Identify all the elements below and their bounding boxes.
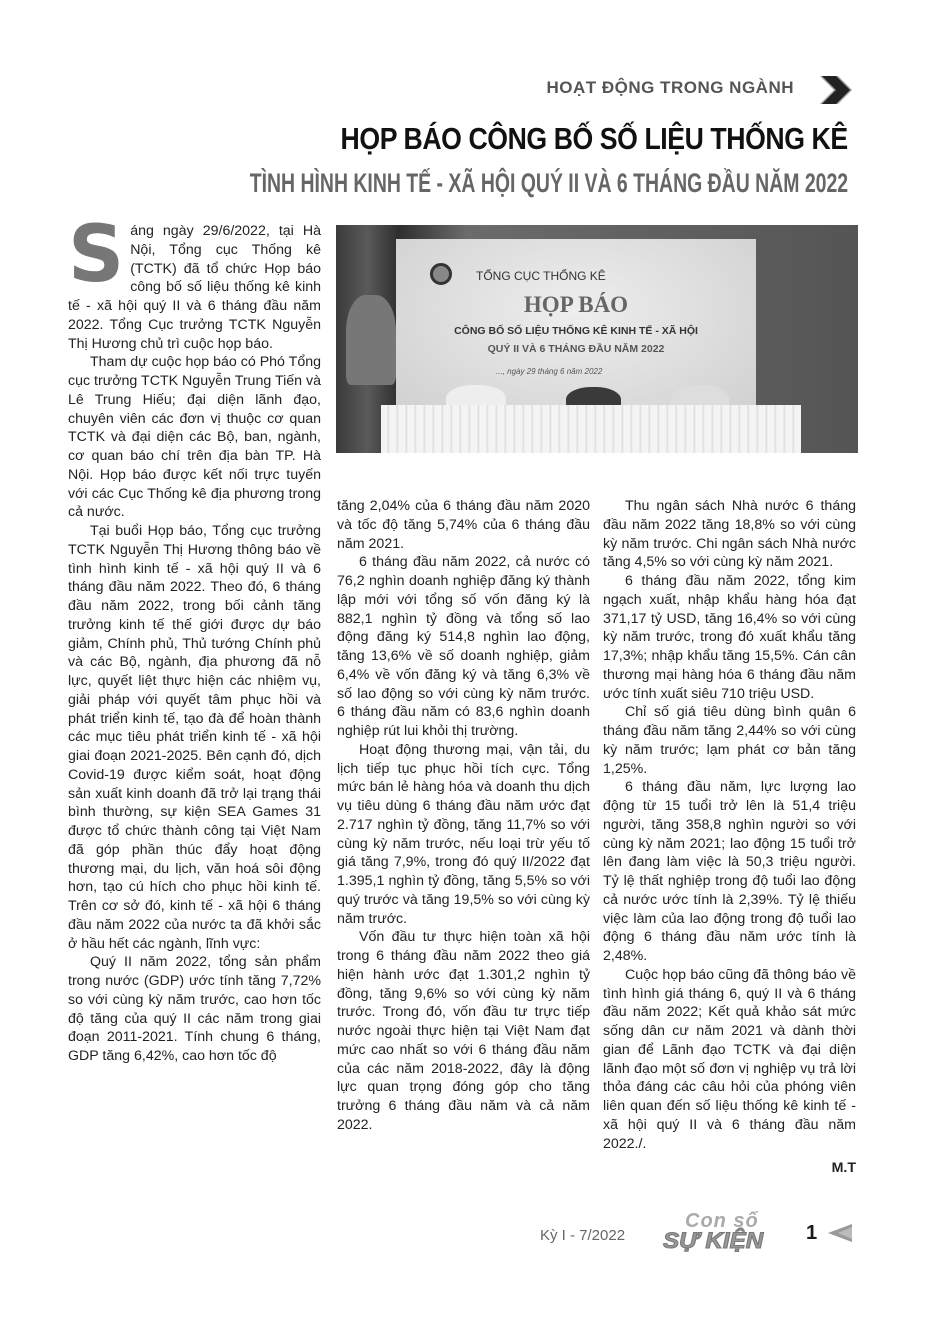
column-3 bbox=[603, 497, 856, 1178]
paragraph: Cuộc họp báo cũng đã thông báo về tình hình giá tháng 6, quý II và 6 tháng đầu năm 2022; Kết quả khảo sát mức sống dân cư năm 2021 và dành thời gian để Lãnh đạo TCTK và đại diện lãnh đạo một số đơn vị nghiệp vụ trả lời thỏa đáng các câu hỏi của phóng viên liên quan đến số liệu thống kê kinh tế - xã hội quý II và 6 tháng đầu năm 2022./. bbox=[603, 966, 856, 1152]
paragraph: 6 tháng đầu năm, lực lượng lao động từ 15 tuổi trở lên là 51,4 triệu người, tăng 358,8 nghìn người so với cùng kỳ năm 2021; lao động 15 tuổi trở lên đang làm việc là 50,3 triệu người. Tỷ lệ thất nghiệp trong độ tuổi lao động cả nước ước tính là 2,39%. Tỷ lệ thiếu việc làm của lao động trong độ tuổi lao động 6 tháng đầu năm ước tính là 2,48%. bbox=[603, 779, 856, 964]
column-2 bbox=[337, 497, 590, 1135]
page-number: 1 bbox=[806, 1222, 818, 1244]
section-label: HOẠT ĐỘNG TRONG NGÀNH bbox=[546, 78, 794, 97]
triangle-left-icon bbox=[828, 1224, 852, 1242]
paragraph: 6 tháng đầu năm 2022, cả nước có 76,2 nghìn doanh nghiệp đăng ký thành lập mới với tổng số vốn đăng ký là 882,1 nghìn tỷ đồng và tổng số lao động đăng ký 514,8 nghìn lao động, tăng 13,6% về số doanh nghiệp, giảm 6,4% về vốn đăng ký và tăng 6,3% về số lao động so với cùng kỳ năm trước. 6 tháng đầu năm có 83,6 nghìn doanh nghiệp rút lui khỏi thị trường. bbox=[337, 554, 590, 739]
article-subtitle: TÌNH HÌNH KINH TẾ - XÃ HỘI QUÝ II VÀ 6 THÁNG ĐẦU NĂM 2022 bbox=[249, 168, 848, 198]
banner-org: TỔNG CỤC THỐNG KÊ bbox=[476, 269, 606, 283]
article-title: HỌP BÁO CÔNG BỐ SỐ LIỆU THỐNG KÊ bbox=[340, 121, 848, 156]
paragraph: áng ngày 29/6/2022, tại Hà Nội, Tổng cục Thống kê (TCTK) đã tổ chức Họp báo công bố số liệu thống kê kinh tế - xã hội quý II và 6 tháng đầu năm 2022. Tổng Cục trưởng TCTK Nguyễn Thị Hương chủ trì cuộc họp báo. bbox=[68, 223, 321, 352]
logo-bottom: SỰ KIỆN bbox=[663, 1228, 764, 1253]
press-conference-photo bbox=[336, 225, 858, 453]
paragraph: Quý II năm 2022, tổng sản phẩm trong nước (GDP) ước tính tăng 7,72% so với cùng kỳ năm trước, cao hơn tốc độ tăng của quý II các năm trong giai đoạn 2011-2021. Tính chung 6 tháng, GDP tăng 6,42%, cao hơn tốc độ bbox=[68, 954, 321, 1064]
paragraph: Tham dự cuộc họp báo có Phó Tổng cục trưởng TCTK Nguyễn Trung Tiến và Lê Trung Hiếu; đại diện lãnh đạo, chuyên viên các đơn vị thuộc cơ quan TCTK và đại diện các Bộ, ban, ngành, cơ quan báo chí trên địa bàn TP. Hà Nội. Họp báo được kết nối trực tuyến với các Cục Thống kê địa phương trong cả nước. bbox=[68, 354, 321, 521]
paragraph: 6 tháng đầu năm 2022, tổng kim ngạch xuất, nhập khẩu hàng hóa đạt 371,17 tỷ USD, tăng 16,4% so với cùng kỳ năm trước, trong đó xuất khẩu tăng 17,3%; nhập khẩu tăng 15,5%. Cán cân thương mại hàng hóa 6 tháng đầu năm ước tính xuất siêu 710 triệu USD. bbox=[603, 573, 856, 702]
banner-line1: CÔNG BỐ SỐ LIỆU THỐNG KÊ KINH TẾ - XÃ HỘI bbox=[454, 325, 698, 337]
author-signature: M.T bbox=[831, 1160, 856, 1177]
double-chevron-icon bbox=[800, 76, 852, 104]
paragraph: Vốn đầu tư thực hiện toàn xã hội trong 6 tháng đầu năm 2022 theo giá hiện hành ước đạt 1.301,2 nghìn tỷ đồng, tăng 9,6% so với cùng kỳ năm trước. Trong đó, vốn đầu tư trực tiếp nước ngoài thực hiện tại Việt Nam đạt mức cao nhất so với 6 tháng đầu năm của các năm 2018-2022, đây là động lực quan trọng đóng góp cho tăng trưởng 6 tháng đầu năm và cả năm 2022. bbox=[337, 929, 590, 1133]
paragraph: Thu ngân sách Nhà nước 6 tháng đầu năm 2022 tăng 18,8% so với cùng kỳ năm trước. Chi ngân sách Nhà nước tăng 4,5% so với cùng kỳ năm 2021. bbox=[603, 498, 856, 571]
paragraph: Hoạt động thương mại, vận tải, du lịch tiếp tục phục hồi tích cực. Tổng mức bán lẻ hàng hóa và doanh thu dịch vụ tiêu dùng 6 tháng đầu năm ước đạt 2.717 nghìn tỷ đồng, tăng 11,7% so với cùng kỳ năm trước, nếu loại trừ yếu tố giá tăng 7,9%, trong đó quý II/2022 đạt 1.395,1 nghìn tỷ đồng, tăng 5,5% so với quý trước và tăng 19,5% so với cùng kỳ năm trước. bbox=[337, 741, 590, 927]
banner-line2: QUÝ II VÀ 6 THÁNG ĐẦU NĂM 2022 bbox=[487, 343, 665, 355]
paragraph: tăng 2,04% của 6 tháng đầu năm 2020 và tốc độ tăng 5,74% của 6 tháng đầu năm 2021. bbox=[337, 498, 590, 552]
table-cloth bbox=[381, 405, 801, 453]
statue bbox=[346, 295, 396, 385]
paragraph: Chỉ số giá tiêu dùng bình quân 6 tháng đầu năm tăng 2,44% so với cùng kỳ năm trước; lạm phát cơ bản tăng 1,25%. bbox=[603, 704, 856, 777]
issue-label: Kỳ I - 7/2022 bbox=[540, 1227, 626, 1244]
banner-title: HỌP BÁO bbox=[523, 292, 629, 317]
logo-top: Con số bbox=[685, 1210, 759, 1232]
gso-seal-icon bbox=[430, 263, 452, 285]
magazine-logo bbox=[663, 1210, 781, 1253]
paragraph: Tại buổi Họp báo, Tổng cục trưởng TCTK Nguyễn Thị Hương thông báo về tình hình kinh tế - xã hội quý II và 6 tháng đầu năm 2022. Theo đó, 6 tháng đầu năm 2022, trong bối cảnh tăng trưởng kinh tế thế giới được dự báo giảm, Chính phủ, Thủ tướng Chính phủ và các Bộ, ngành, địa phương đã nỗ lực, quyết liệt thực hiện các nhiệm vụ, giải pháp với quyết tâm phục hồi và phát triển kinh tế, tạo đà để hoàn thành các mục tiêu phát triển kinh tế - xã hội giai đoạn 2021-2025. Bên cạnh đó, dịch Covid-19 được kiểm soát, hoạt động sản xuất kinh doanh đã trở lại trạng thái bình thường, sự kiện SEA Games 31 được tổ chức thành công tại Việt Nam đã góp phần thúc đẩy hoạt động thương mại, du lịch, văn hoá sôi động hơn, tạo cú hích cho phục hồi kinh tế. Trên cơ sở đó, kinh tế - xã hội 6 tháng đầu năm 2022 của nước ta đã khởi sắc ở hầu hết các ngành, lĩnh vực: bbox=[68, 523, 321, 952]
banner-date: ..., ngày 29 tháng 6 năm 2022 bbox=[496, 367, 603, 376]
drop-cap: S bbox=[68, 210, 125, 300]
column-1 bbox=[68, 210, 321, 1066]
